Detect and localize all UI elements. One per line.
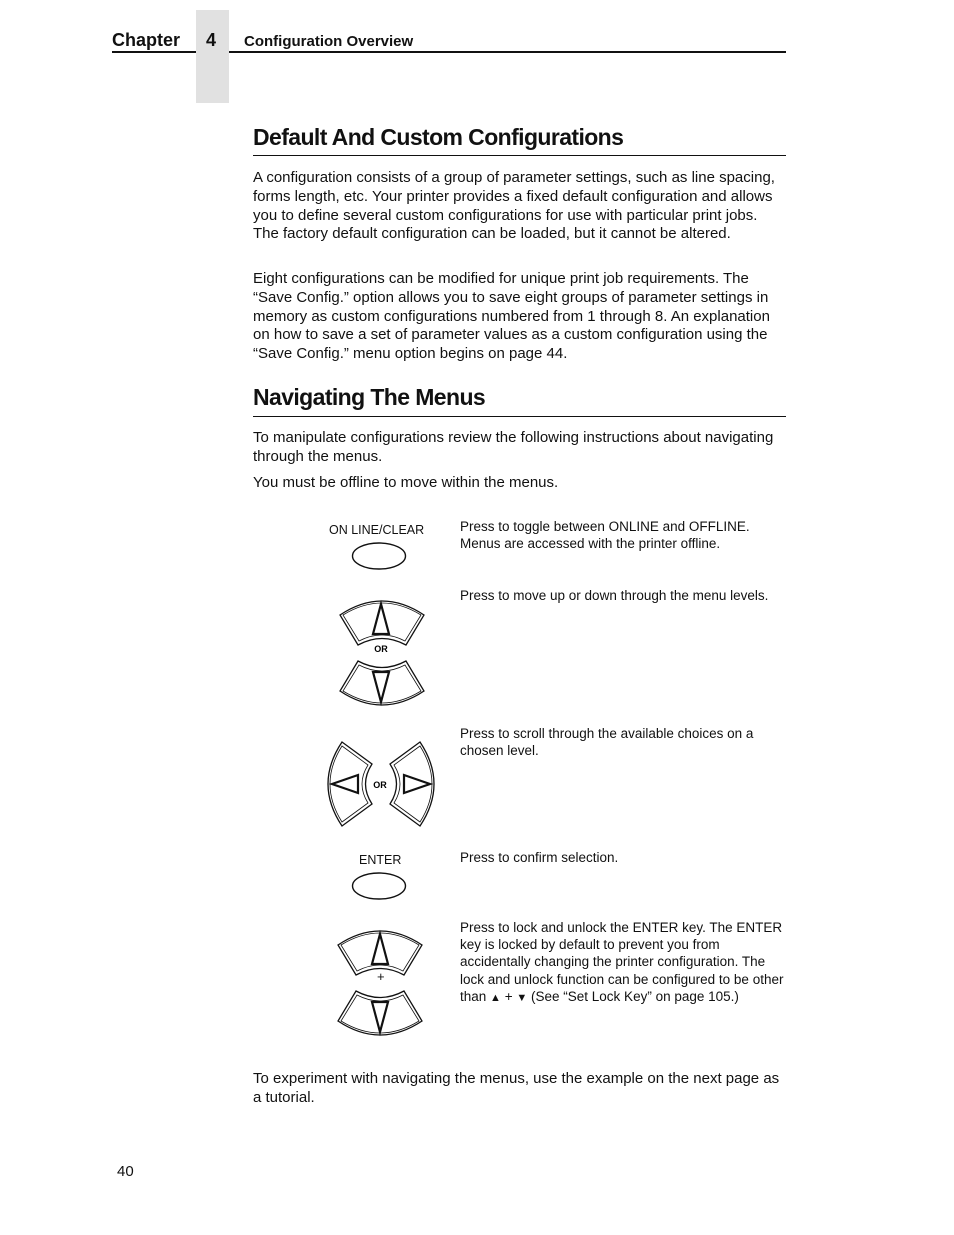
chapter-number: 4 [206, 30, 217, 50]
up-triangle-icon: ▲ [490, 991, 501, 1004]
page-number: 40 [117, 1163, 134, 1180]
section-rule [253, 155, 786, 156]
up-down-or-label: OR [374, 644, 388, 654]
enter-key-icon [348, 870, 410, 902]
section-title-configurations: Default And Custom Configurations [253, 124, 624, 150]
left-arrow-key-icon [328, 742, 372, 826]
lock-plus-inline: + [504, 988, 513, 1004]
enter-label: ENTER [359, 853, 402, 867]
lock-description-text: Press to lock and unlock the ENTER key. The ENTER key is locked by default to prevent you from accidentally changing the printer configuration. The lock and unlock function can be configured to be other than [460, 920, 784, 1004]
header-rule-left [112, 51, 196, 53]
chapter-title: Configuration Overview [244, 33, 414, 50]
paragraph-tutorial-note: To experiment with navigating the menus, use the example on the next page as a tutorial. [253, 1070, 780, 1106]
enter-description: Press to confirm selection. [460, 850, 619, 865]
left-right-description: Press to scroll through the available choices on a chosen level. [460, 726, 754, 758]
left-right-or-label: OR [373, 780, 387, 790]
chapter-word: Chapter [112, 30, 181, 50]
lock-plus-sign: + [377, 969, 385, 984]
lock-down-arrow-key-icon [338, 991, 422, 1035]
down-triangle-icon: ▼ [516, 991, 528, 1004]
paragraph-offline-note: You must be offline to move within the menus. [253, 474, 559, 491]
paragraph-navigating-intro: To manipulate configurations review the following instructions about navigating through the menus. [253, 429, 774, 465]
up-down-keys-icon [332, 592, 432, 710]
chapter-tab [196, 10, 229, 103]
lock-description [460, 919, 785, 1007]
paragraph-configuration-intro: A configuration consists of a group of parameter settings, such as line spacing, forms length, etc. Your printer provides a fixed default configuration and allows you to define several custom configurations for use with particular print jobs. The factory default configuration can be loaded, but it cannot be altered. [253, 169, 775, 243]
section-rule [253, 416, 786, 417]
down-arrow-key-icon [340, 661, 424, 705]
up-arrow-key-icon [340, 601, 424, 645]
section-title-navigating: Navigating The Menus [253, 384, 486, 410]
online-clear-key-icon [348, 540, 410, 572]
up-down-description: Press to move up or down through the menu levels. [460, 588, 769, 603]
header-rule-right [229, 51, 786, 53]
right-arrow-key-icon [390, 742, 434, 826]
online-clear-description: Press to toggle between ONLINE and OFFLINE. Menus are accessed with the printer offline. [460, 519, 750, 551]
lock-description-reference: (See “Set Lock Key” on page 105.) [531, 988, 739, 1004]
left-right-keys-icon [320, 738, 442, 830]
online-clear-label: ON LINE/CLEAR [329, 523, 425, 537]
paragraph-eight-configurations: Eight configurations can be modified for unique print job requirements. The “Save Config.” option allows you to save eight groups of parameter settings in memory as custom configurations numbered from 1 through 8. An explanation on how to save a set of parameter values as a custom configuration using the “Save Config.” menu option begins on page 44. [253, 270, 770, 363]
